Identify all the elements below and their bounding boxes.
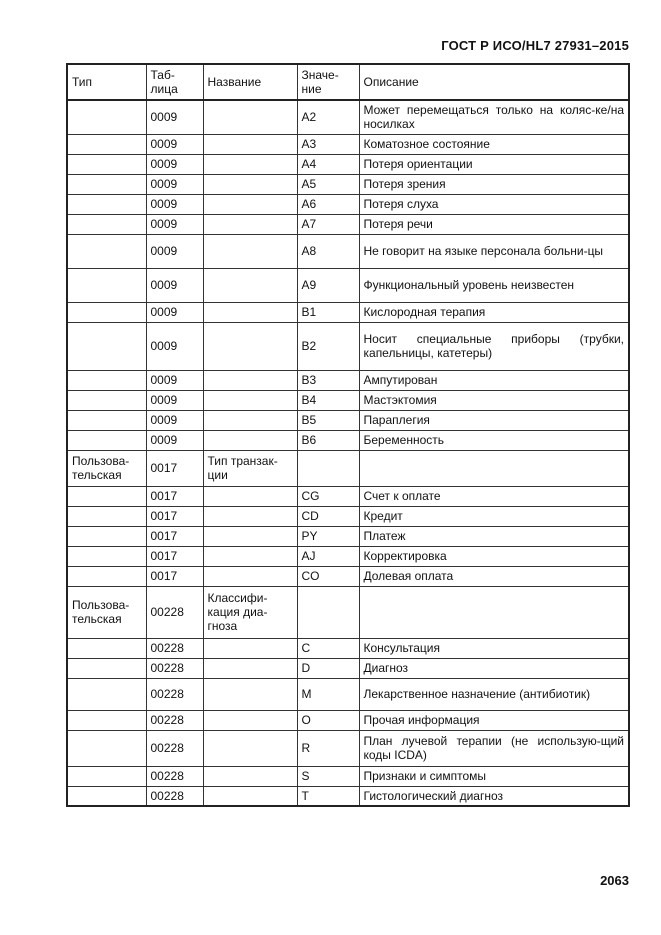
cell-description: Функциональный уровень неизвестен: [359, 268, 629, 302]
cell-table: 0009: [146, 410, 203, 430]
cell-name: [203, 566, 297, 586]
table-row: [67, 638, 629, 658]
cell-table: 0009: [146, 430, 203, 450]
cell-value: PY: [297, 526, 359, 546]
cell-table: 0009: [146, 390, 203, 410]
cell-value: A6: [297, 194, 359, 214]
cell-type: [67, 302, 146, 322]
cell-type: [67, 370, 146, 390]
cell-description: Ампутирован: [359, 370, 629, 390]
cell-name: [203, 302, 297, 322]
cell-value: A8: [297, 234, 359, 268]
cell-table: 0009: [146, 370, 203, 390]
cell-description: Потеря ориентации: [359, 154, 629, 174]
cell-description: Может перемещаться только на коляс-ке/на носилках: [359, 100, 629, 134]
cell-description: Беременность: [359, 430, 629, 450]
table-row: [67, 390, 629, 410]
cell-value: A4: [297, 154, 359, 174]
cell-table: 0009: [146, 134, 203, 154]
cell-value: A9: [297, 268, 359, 302]
cell-value: A7: [297, 214, 359, 234]
cell-description: Коматозное состояние: [359, 134, 629, 154]
cell-type: Пользова- тельская: [67, 586, 146, 638]
table-header-row: [67, 64, 629, 100]
cell-name: [203, 268, 297, 302]
cell-name: [203, 234, 297, 268]
cell-name: [203, 506, 297, 526]
cell-name: [203, 174, 297, 194]
cell-value: B1: [297, 302, 359, 322]
cell-name: [203, 322, 297, 370]
table-row: [67, 786, 629, 806]
cell-name: [203, 194, 297, 214]
cell-description: Мастэктомия: [359, 390, 629, 410]
cell-type: [67, 410, 146, 430]
cell-value: B2: [297, 322, 359, 370]
table-row: [67, 586, 629, 638]
cell-table: 0009: [146, 154, 203, 174]
cell-table: 0009: [146, 194, 203, 214]
table-row: [67, 506, 629, 526]
cell-name: [203, 214, 297, 234]
cell-type: [67, 658, 146, 678]
table-row: [67, 214, 629, 234]
cell-table: 00228: [146, 586, 203, 638]
cell-name: [203, 430, 297, 450]
cell-description: Кредит: [359, 506, 629, 526]
cell-name: [203, 766, 297, 786]
cell-value: D: [297, 658, 359, 678]
cell-value: A5: [297, 174, 359, 194]
cell-type: [67, 638, 146, 658]
cell-table: 00228: [146, 786, 203, 806]
cell-name: [203, 154, 297, 174]
column-header-value: Значе- ние: [297, 64, 359, 100]
cell-description: Гистологический диагноз: [359, 786, 629, 806]
cell-description: Носит специальные приборы (трубки, капельницы, катетеры): [359, 322, 629, 370]
column-header-description: Описание: [359, 64, 629, 100]
column-header-type: Тип: [67, 64, 146, 100]
table-row: [67, 234, 629, 268]
cell-table: 0009: [146, 234, 203, 268]
table-row: [67, 766, 629, 786]
cell-table: 0009: [146, 174, 203, 194]
cell-name: [203, 134, 297, 154]
cell-type: [67, 214, 146, 234]
cell-type: [67, 134, 146, 154]
cell-description: Потеря слуха: [359, 194, 629, 214]
cell-value: B5: [297, 410, 359, 430]
cell-description: Не говорит на языке персонала больни-цы: [359, 234, 629, 268]
cell-value: CG: [297, 486, 359, 506]
cell-type: [67, 486, 146, 506]
table-row: [67, 678, 629, 710]
table-row: [67, 370, 629, 390]
cell-value: R: [297, 730, 359, 766]
table-row: [67, 526, 629, 546]
cell-table: 0017: [146, 526, 203, 546]
cell-table: 0017: [146, 506, 203, 526]
cell-name: [203, 638, 297, 658]
cell-table: 00228: [146, 638, 203, 658]
cell-name: [203, 678, 297, 710]
cell-type: [67, 506, 146, 526]
cell-table: 0017: [146, 546, 203, 566]
cell-type: [67, 730, 146, 766]
table-row: [67, 134, 629, 154]
table-row: [67, 322, 629, 370]
table-row: [67, 566, 629, 586]
cell-value: [297, 450, 359, 486]
cell-table: 0009: [146, 100, 203, 134]
cell-description: Корректировка: [359, 546, 629, 566]
cell-description: [359, 586, 629, 638]
cell-type: [67, 234, 146, 268]
cell-name: [203, 710, 297, 730]
cell-type: [67, 766, 146, 786]
cell-description: Признаки и симптомы: [359, 766, 629, 786]
table-row: [67, 730, 629, 766]
cell-type: [67, 194, 146, 214]
cell-description: Консультация: [359, 638, 629, 658]
cell-type: [67, 154, 146, 174]
table-row: [67, 194, 629, 214]
document-header: ГОСТ Р ИСО/HL7 27931–2015: [441, 38, 629, 53]
cell-description: [359, 450, 629, 486]
cell-table: 0009: [146, 302, 203, 322]
table-row: [67, 268, 629, 302]
cell-name: [203, 546, 297, 566]
cell-value: C: [297, 638, 359, 658]
cell-value: CO: [297, 566, 359, 586]
cell-value: [297, 586, 359, 638]
cell-type: [67, 566, 146, 586]
cell-value: A3: [297, 134, 359, 154]
table-row: [67, 486, 629, 506]
cell-name: [203, 100, 297, 134]
cell-table: 0009: [146, 322, 203, 370]
cell-name: [203, 786, 297, 806]
data-table: [66, 63, 630, 807]
cell-description: Счет к оплате: [359, 486, 629, 506]
cell-value: A2: [297, 100, 359, 134]
cell-description: Потеря зрения: [359, 174, 629, 194]
cell-value: M: [297, 678, 359, 710]
cell-description: Параплегия: [359, 410, 629, 430]
cell-type: [67, 678, 146, 710]
cell-description: Лекарственное назначение (антибиотик): [359, 678, 629, 710]
cell-name: [203, 658, 297, 678]
cell-type: [67, 430, 146, 450]
cell-type: [67, 786, 146, 806]
cell-table: 00228: [146, 766, 203, 786]
cell-description: План лучевой терапии (не использую-щий коды ICDA): [359, 730, 629, 766]
column-header-table: Таб- лица: [146, 64, 203, 100]
cell-value: S: [297, 766, 359, 786]
cell-value: CD: [297, 506, 359, 526]
cell-name: Тип транзак- ции: [203, 450, 297, 486]
cell-value: B3: [297, 370, 359, 390]
cell-description: Кислородная терапия: [359, 302, 629, 322]
cell-value: AJ: [297, 546, 359, 566]
cell-type: [67, 390, 146, 410]
cell-table: 00228: [146, 710, 203, 730]
table-row: [67, 546, 629, 566]
table-row: [67, 710, 629, 730]
cell-value: T: [297, 786, 359, 806]
cell-description: Диагноз: [359, 658, 629, 678]
table-row: [67, 658, 629, 678]
cell-table: 0017: [146, 450, 203, 486]
cell-table: 00228: [146, 678, 203, 710]
cell-type: [67, 546, 146, 566]
cell-type: [67, 526, 146, 546]
cell-name: [203, 390, 297, 410]
cell-type: [67, 268, 146, 302]
cell-table: 0017: [146, 566, 203, 586]
column-header-name: Название: [203, 64, 297, 100]
table-row: [67, 410, 629, 430]
cell-table: 0017: [146, 486, 203, 506]
table-row: [67, 302, 629, 322]
cell-type: [67, 100, 146, 134]
cell-name: [203, 370, 297, 390]
cell-description: Платеж: [359, 526, 629, 546]
cell-name: [203, 410, 297, 430]
cell-type: [67, 174, 146, 194]
cell-value: O: [297, 710, 359, 730]
cell-name: [203, 486, 297, 506]
cell-value: B6: [297, 430, 359, 450]
cell-description: Потеря речи: [359, 214, 629, 234]
cell-table: 0009: [146, 268, 203, 302]
cell-name: Классифи- кация диа- гноза: [203, 586, 297, 638]
cell-name: [203, 730, 297, 766]
table-row: [67, 430, 629, 450]
cell-type: [67, 322, 146, 370]
cell-type: Пользова- тельская: [67, 450, 146, 486]
cell-description: Долевая оплата: [359, 566, 629, 586]
cell-table: 00228: [146, 658, 203, 678]
page-number: 2063: [600, 873, 629, 888]
table-row: [67, 450, 629, 486]
cell-description: Прочая информация: [359, 710, 629, 730]
table-row: [67, 100, 629, 134]
cell-name: [203, 526, 297, 546]
cell-table: 0009: [146, 214, 203, 234]
table-row: [67, 174, 629, 194]
cell-table: 00228: [146, 730, 203, 766]
table-row: [67, 154, 629, 174]
cell-value: B4: [297, 390, 359, 410]
cell-type: [67, 710, 146, 730]
